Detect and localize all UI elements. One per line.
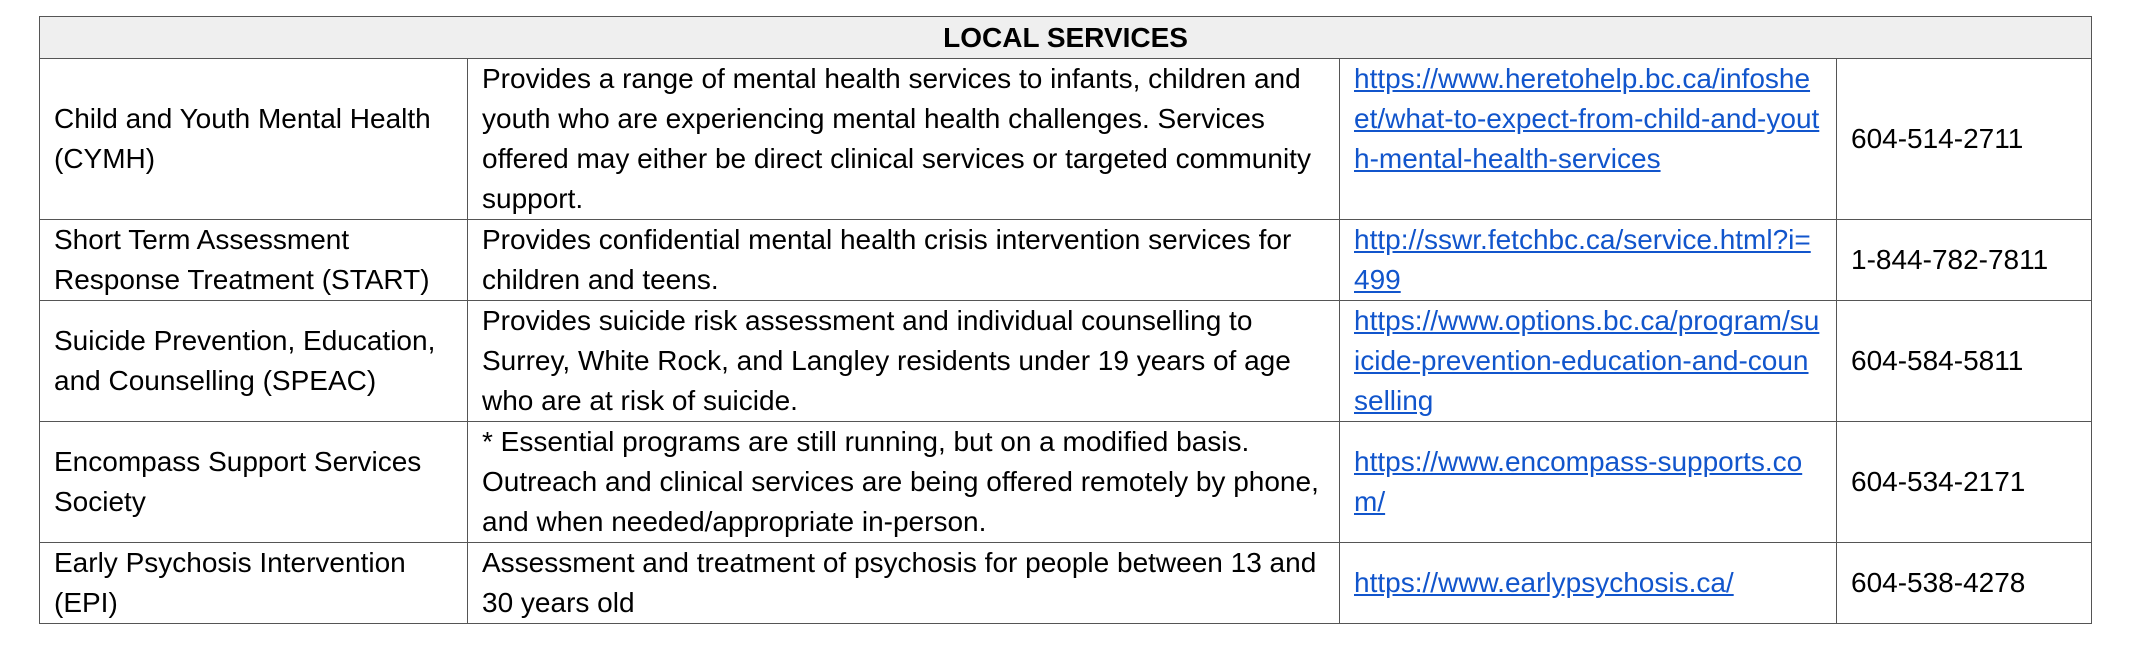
service-description: Provides a range of mental health services to infants, children and youth who are experiencing mental health challenges. Services offered may either be direct clinical services or targeted community support.	[468, 59, 1340, 220]
service-description: Provides suicide risk assessment and individual counselling to Surrey, White Rock, and Langley residents under 19 years of age who are at risk of suicide.	[468, 301, 1340, 422]
table-title-row	[40, 17, 2092, 59]
service-phone: 604-514-2711	[1837, 59, 2092, 220]
service-link-cell	[1340, 422, 1837, 543]
service-link[interactable]: https://www.heretohelp.bc.ca/infosheet/what-to-expect-from-child-and-youth-mental-health-services	[1354, 63, 1820, 174]
service-name: Encompass Support Services Society	[40, 422, 468, 543]
table-row	[40, 301, 2092, 422]
service-phone: 604-584-5811	[1837, 301, 2092, 422]
table-row	[40, 220, 2092, 301]
table-row	[40, 422, 2092, 543]
service-name: Early Psychosis Intervention (EPI)	[40, 543, 468, 624]
service-phone: 604-538-4278	[1837, 543, 2092, 624]
service-link[interactable]: http://sswr.fetchbc.ca/service.html?i=499	[1354, 224, 1811, 295]
table-row	[40, 59, 2092, 220]
service-description: Provides confidential mental health crisis intervention services for children and teens.	[468, 220, 1340, 301]
table-title: LOCAL SERVICES	[40, 17, 2092, 59]
service-phone: 1-844-782-7811	[1837, 220, 2092, 301]
service-link-cell	[1340, 543, 1837, 624]
service-link-cell	[1340, 301, 1837, 422]
local-services-table	[39, 16, 2092, 624]
service-name: Short Term Assessment Response Treatment (START)	[40, 220, 468, 301]
service-phone: 604-534-2171	[1837, 422, 2092, 543]
service-link[interactable]: https://www.options.bc.ca/program/suicide-prevention-education-and-counselling	[1354, 305, 1820, 416]
service-link[interactable]: https://www.earlypsychosis.ca/	[1354, 567, 1734, 598]
service-link-cell	[1340, 59, 1837, 220]
table-row	[40, 543, 2092, 624]
service-link[interactable]: https://www.encompass-supports.com/	[1354, 446, 1803, 517]
service-name: Suicide Prevention, Education, and Counselling (SPEAC)	[40, 301, 468, 422]
service-link-cell	[1340, 220, 1837, 301]
service-description: * Essential programs are still running, but on a modified basis. Outreach and clinical services are being offered remotely by phone, and when needed/appropriate in-person.	[468, 422, 1340, 543]
service-name: Child and Youth Mental Health (CYMH)	[40, 59, 468, 220]
service-description: Assessment and treatment of psychosis for people between 13 and 30 years old	[468, 543, 1340, 624]
